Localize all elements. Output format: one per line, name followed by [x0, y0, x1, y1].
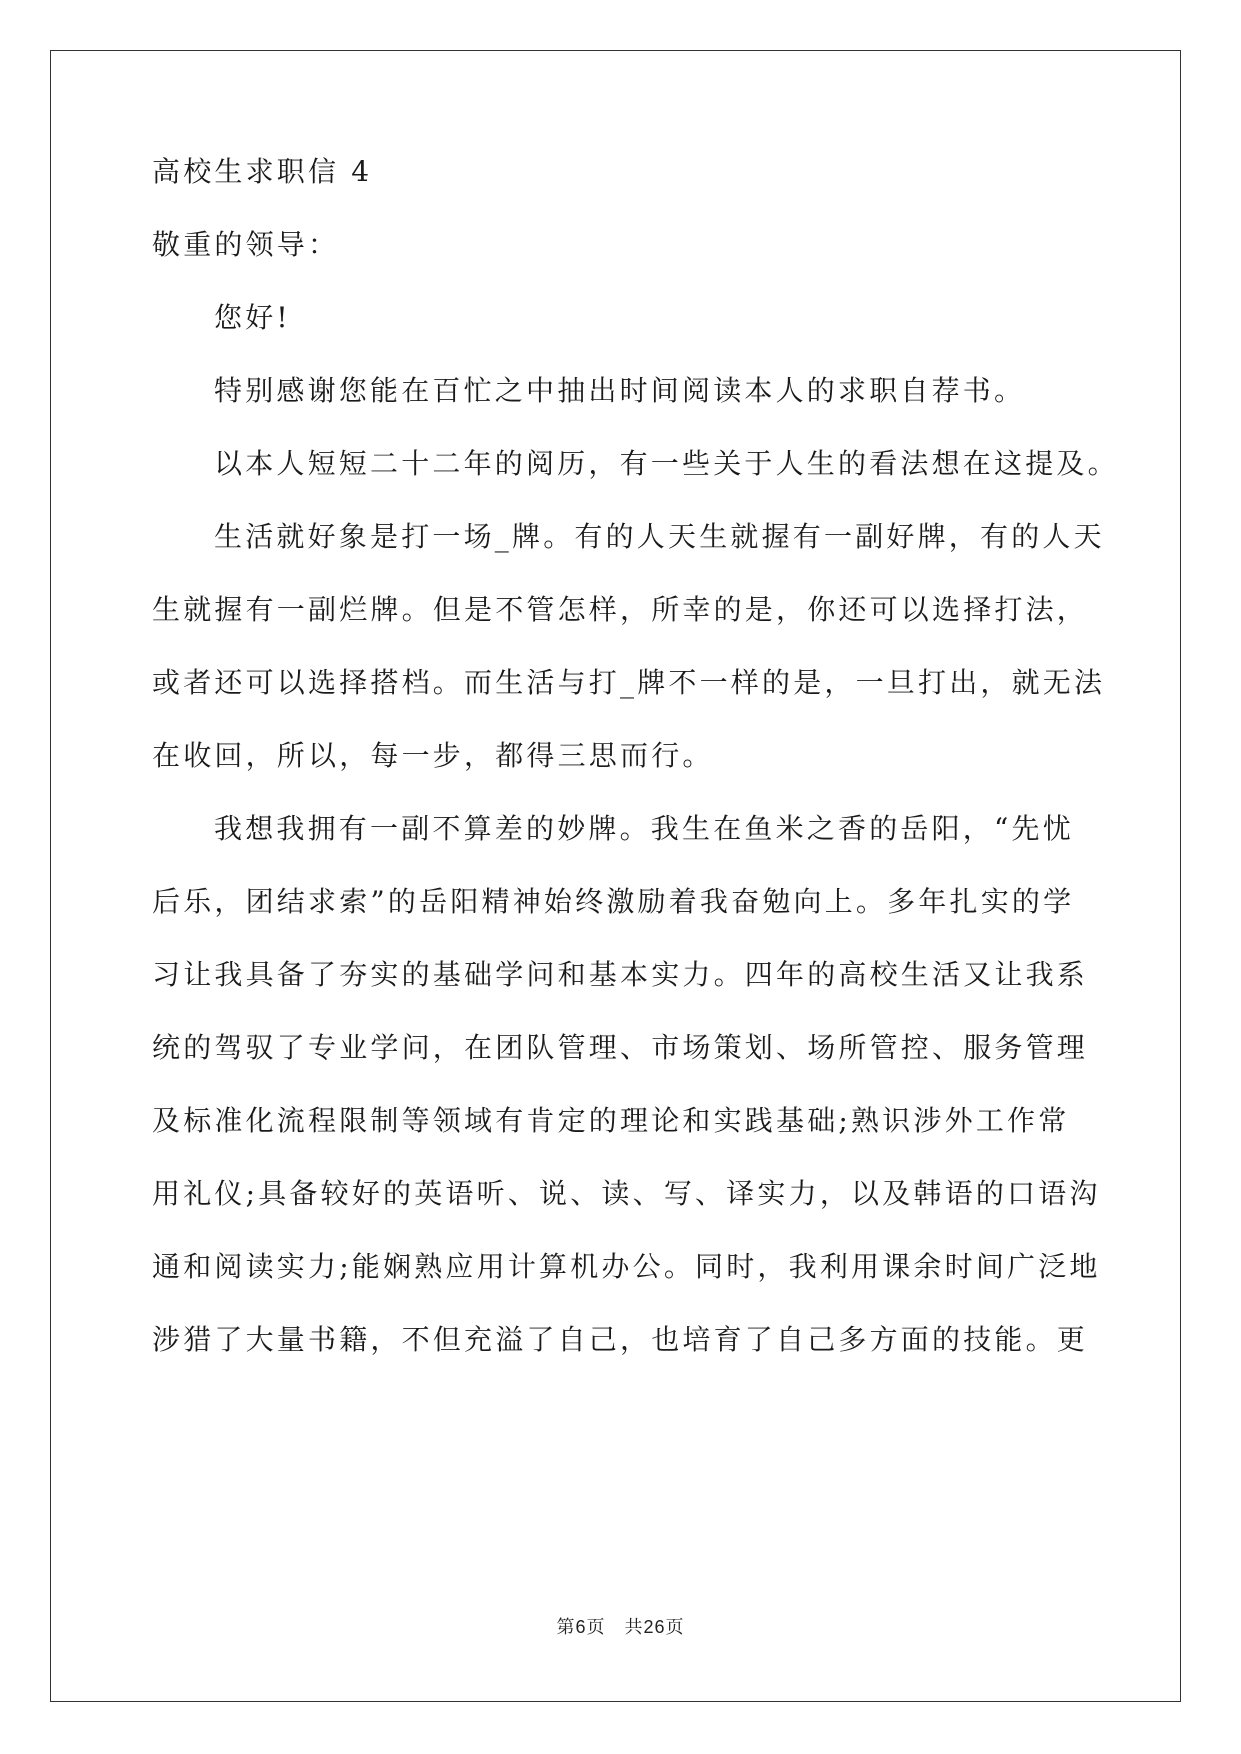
paragraph-line: 及标准化流程限制等领域有肯定的理论和实践基础;熟识涉外工作常	[152, 1104, 1070, 1137]
letter-title: 高校生求职信 4	[152, 155, 373, 188]
paragraph-line: 通和阅读实力;能娴熟应用计算机办公。同时，我利用课余时间广泛地	[152, 1250, 1101, 1283]
page-suffix: 页	[665, 1617, 685, 1638]
salutation: 敬重的领导：	[152, 228, 340, 261]
paragraph-line: 统的驾驭了专业学问，在团队管理、市场策划、场所管控、服务管理	[152, 1031, 1089, 1064]
total-page-number: 26	[643, 1617, 666, 1637]
current-page-number: 6	[575, 1617, 587, 1637]
paragraph-line: 习让我具备了夯实的基础学问和基本实力。四年的高校生活又让我系	[152, 958, 1089, 991]
paragraph-line: 在收回，所以，每一步，都得三思而行。	[152, 739, 714, 772]
paragraph-line: 我想我拥有一副不算差的妙牌。我生在鱼米之香的岳阳，“先忧	[214, 812, 1074, 845]
paragraph-line: 生就握有一副烂牌。但是不管怎样，所幸的是，你还可以选择打法，	[152, 593, 1089, 626]
page-mid: 页 共	[586, 1617, 644, 1638]
paragraph-line: 生活就好象是打一场_牌。有的人天生就握有一副好牌，有的人天	[214, 520, 1105, 553]
paragraph-line: 涉猎了大量书籍，不但充溢了自己，也培育了自己多方面的技能。更	[152, 1323, 1089, 1356]
page-prefix: 第	[556, 1617, 576, 1638]
greeting: 您好!	[214, 301, 291, 334]
paragraph-line: 或者还可以选择搭档。而生活与打_牌不一样的是，一旦打出，就无法	[152, 666, 1106, 699]
paragraph-line: 特别感谢您能在百忙之中抽出时间阅读本人的求职自荐书。	[214, 374, 1026, 407]
paragraph-line: 后乐，团结求索”的岳阳精神始终激励着我奋勉向上。多年扎实的学	[152, 885, 1075, 918]
page-number-footer	[0, 1615, 1241, 1640]
paragraph-line: 用礼仪;具备较好的英语听、说、读、写、译实力，以及韩语的口语沟	[152, 1177, 1101, 1210]
paragraph-line: 以本人短短二十二年的阅历，有一些关于人生的看法想在这提及。	[214, 447, 1119, 480]
